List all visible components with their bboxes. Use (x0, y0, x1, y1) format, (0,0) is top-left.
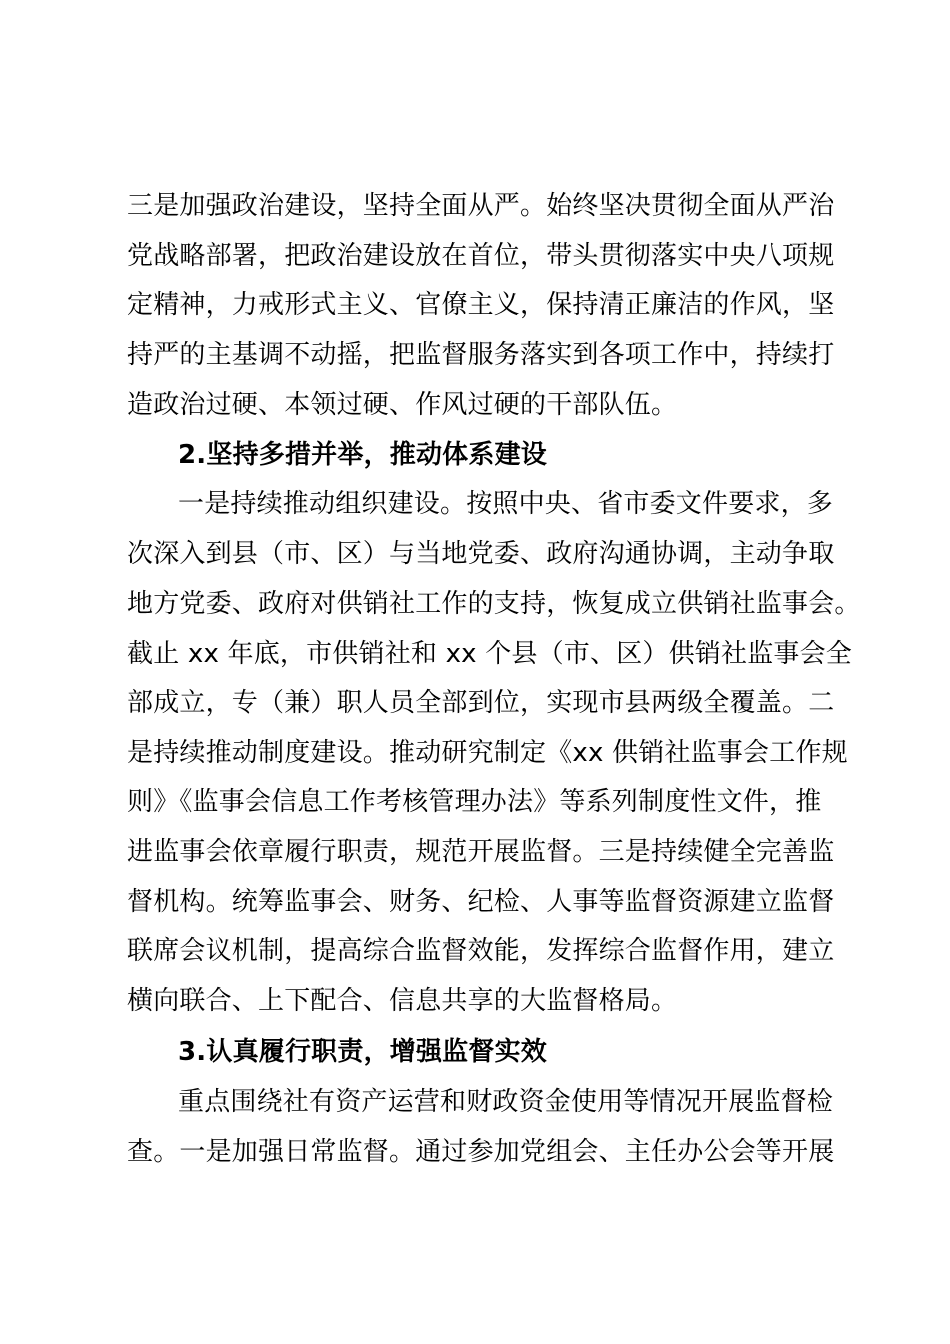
paragraph-line: 联席会议机制，提高综合监督效能，发挥综合监督作用，建立 (127, 936, 835, 966)
paragraph-line: 进监事会依章履行职责，规范开展监督。三是持续健全完善监 (127, 837, 835, 867)
paragraph-line: 查。一是加强日常监督。通过参加党组会、主任办公会等开展 (127, 1137, 835, 1167)
section-heading: 3.认真履行职责，增强监督实效 (178, 1037, 547, 1067)
paragraph-line: 是持续推动制度建设。推动研究制定《xx 供销社监事会工作规 (127, 738, 848, 768)
paragraph-line: 三是加强政治建设，坚持全面从严。始终坚决贯彻全面从严治 (127, 191, 835, 221)
paragraph-line: 次深入到县（市、区）与当地党委、政府沟通协调，主动争取 (127, 539, 835, 569)
paragraph-line: 地方党委、政府对供销社工作的支持，恢复成立供销社监事会。 (127, 589, 861, 619)
paragraph-line: 部成立，专（兼）职人员全部到位，实现市县两级全覆盖。二 (127, 688, 835, 718)
paragraph-line: 持严的主基调不动摇，把监督服务落实到各项工作中，持续打 (127, 340, 835, 370)
section-heading: 2.坚持多措并举，推动体系建设 (178, 440, 547, 470)
paragraph-line: 截止 xx 年底，市供销社和 xx 个县（市、区）供销社监事会全 (127, 639, 853, 669)
paragraph-line: 定精神，力戒形式主义、官僚主义，保持清正廉洁的作风，坚 (127, 290, 835, 320)
paragraph-line: 党战略部署，把政治建设放在首位，带头贯彻落实中央八项规 (127, 241, 835, 271)
paragraph-line: 重点围绕社有资产运营和财政资金使用等情况开展监督检 (178, 1087, 834, 1117)
paragraph-line: 督机构。统筹监事会、财务、纪检、人事等监督资源建立监督 (127, 887, 835, 917)
paragraph-line: 则》《监事会信息工作考核管理办法》等系列制度性文件，推 (127, 787, 822, 817)
paragraph-line: 一是持续推动组织建设。按照中央、省市委文件要求，多 (178, 489, 834, 519)
paragraph-line: 横向联合、上下配合、信息共享的大监督格局。 (127, 986, 678, 1016)
paragraph-line: 造政治过硬、本领过硬、作风过硬的干部队伍。 (127, 390, 678, 420)
